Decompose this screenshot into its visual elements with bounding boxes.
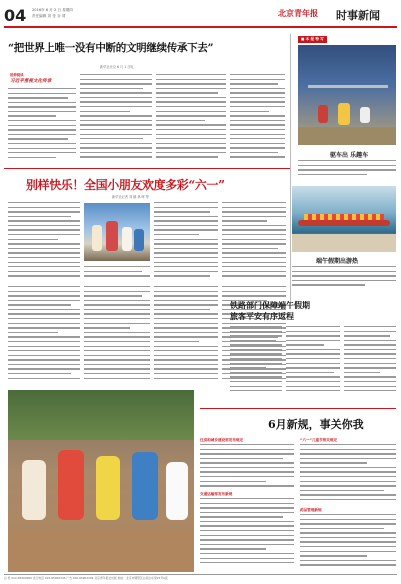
dragon-boat-caption-text (292, 266, 396, 294)
footer-rule (4, 574, 397, 575)
june-headline: 6月新规，事关你我 (268, 418, 364, 431)
kids-section-rule (4, 168, 290, 169)
kids-column-1 (8, 202, 80, 280)
kids-lower-col-2 (84, 286, 150, 386)
date-line: 2016年 6 月 2 日 星期四 (32, 8, 73, 12)
side-kicker: ■ 本 报 特 写 (298, 36, 327, 43)
kids-column-3 (154, 202, 218, 280)
lead-byline: 新华社北京 6 月 1 日电 (100, 65, 134, 69)
side-caption-text (298, 160, 396, 182)
side-photo (298, 45, 396, 145)
kids-running-photo (8, 390, 194, 572)
june-section-rule (200, 408, 396, 409)
editor-line: 责任编辑 刘 莹 谷 靖 (32, 14, 66, 18)
lead-column-2 (80, 74, 152, 158)
lead-headline: “把世界上唯一没有中断的文明继续传承下去” (8, 42, 214, 54)
june-column-2a (300, 444, 396, 504)
railway-column-2 (286, 326, 340, 398)
railway-headline-2: 旅客平安有序返程 (230, 311, 294, 321)
kids-photo-top (84, 203, 150, 261)
kids-column-4 (222, 202, 286, 280)
lead-column-1 (8, 88, 76, 158)
section-title: 时事新闻 (336, 9, 380, 22)
kids-byline: 新华社记者 刘 娜 林 晖 等 (112, 195, 149, 199)
june-subhead-1: 住房和城乡建设部发布规定 (200, 438, 244, 442)
kids-lower-col-1 (8, 286, 80, 386)
page-number: 04 (4, 6, 27, 25)
kids-headline: 别样快乐！全国小朋友欢度多彩“六一” (26, 178, 225, 192)
kids-column-2 (84, 266, 150, 280)
side-photo-caption: 驱车出 乐趣车 (330, 152, 369, 159)
june-subhead-4: 药品管理新规 (300, 508, 322, 512)
lead-column-3 (156, 74, 226, 158)
june-column-2b (300, 514, 396, 568)
kids-lower-col-3 (154, 286, 218, 386)
column-divider (290, 34, 291, 304)
june-column-1b (200, 498, 294, 568)
left-kicker: 延伸阅读 (10, 73, 24, 77)
june-subhead-3: “六一”儿童节相关规定 (300, 438, 338, 442)
footer-text: 总 机 010-65902000 发行电话 010-65902345 广告 010-65902299 北京青年报社出版 地址：北京市朝阳区白家庄东里23号A座 (4, 576, 168, 580)
left-kicker-title: 习近平重视文化传承 (10, 79, 52, 84)
june-subhead-2: 交通运输部发布新规 (200, 492, 233, 496)
june-column-1a (200, 444, 294, 488)
dragon-boat-photo (292, 186, 396, 252)
paper-logo: 北京青年报 (278, 8, 318, 18)
lead-column-4 (230, 74, 285, 158)
railway-column-3 (344, 326, 396, 398)
masthead-rule (4, 26, 397, 28)
railway-column-1 (230, 326, 282, 398)
dragon-boat-caption-title: 端午假期出游热 (316, 258, 359, 265)
railway-headline-1: 铁路部门保障端午假期 (230, 300, 310, 310)
